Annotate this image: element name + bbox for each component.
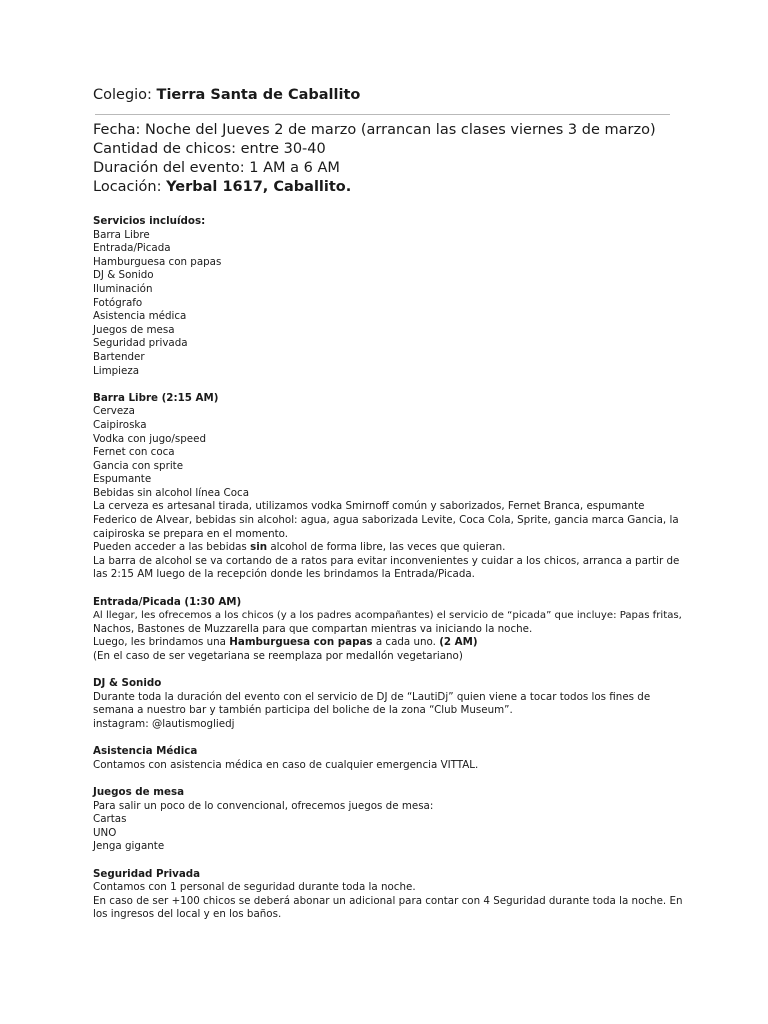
list-item: Hamburguesa con papas xyxy=(93,255,222,268)
section-title: Entrada/Picada (1:30 AM) xyxy=(93,595,242,608)
list-item: Jenga gigante xyxy=(93,840,165,853)
list-item: Cerveza xyxy=(93,405,135,418)
list-item: Caipiroska xyxy=(93,418,147,431)
locacion-value: Yerbal 1617, Caballito. xyxy=(166,179,352,195)
list-item: Juegos de mesa xyxy=(93,323,175,336)
paragraph-line: Contamos con asistencia médica en caso de cualquier emergencia VITTAL. xyxy=(93,758,479,771)
list-item: Gancia con sprite xyxy=(93,459,184,472)
bold-text: (2 AM) xyxy=(439,636,478,649)
paragraph-line: semana a nuestro bar y también participa del boliche de la zona “Club Museum”. xyxy=(93,704,513,717)
servicios-section xyxy=(93,215,683,922)
list-item: Vodka con jugo/speed xyxy=(93,432,207,445)
paragraph-line xyxy=(93,541,683,555)
section-title: Servicios incluídos: xyxy=(93,215,206,227)
paragraph-line xyxy=(93,636,683,650)
section-title: Juegos de mesa xyxy=(93,785,185,798)
paragraph-line: Federico de Alvear, bebidas sin alcohol: agua, agua saborizada Levite, Coca Cola, Sprite, gancia marca Gancia, la xyxy=(93,514,679,527)
list-item: Cartas xyxy=(93,813,127,826)
section-title: Seguridad Privada xyxy=(93,867,201,880)
list-item: UNO xyxy=(93,826,117,839)
text-span: Luego, les brindamos una xyxy=(93,636,230,649)
text-span: Pueden acceder a las bebidas xyxy=(93,541,251,554)
list-item: DJ & Sonido xyxy=(93,269,154,282)
paragraph-line: los ingresos del local y en los baños. xyxy=(93,908,282,921)
paragraph-line: En caso de ser +100 chicos se deberá abonar un adicional para contar con 4 Seguridad durante toda la noche. En xyxy=(93,894,683,907)
paragraph-line: Contamos con 1 personal de seguridad durante toda la noche. xyxy=(93,881,416,894)
text-span: alcohol de forma libre, las veces que quieran. xyxy=(267,541,506,554)
locacion-line xyxy=(93,178,683,197)
list-item: Bartender xyxy=(93,350,145,363)
list-item: Seguridad privada xyxy=(93,337,188,350)
cantidad-line: Cantidad de chicos: entre 30-40 xyxy=(93,141,326,157)
colegio-value: Tierra Santa de Caballito xyxy=(156,87,361,103)
list-item: Entrada/Picada xyxy=(93,242,171,255)
duracion-line: Duración del evento: 1 AM a 6 AM xyxy=(93,160,340,176)
divider xyxy=(95,114,670,115)
list-item: Espumante xyxy=(93,473,152,486)
colegio-label: Colegio: xyxy=(93,87,157,103)
colegio-line xyxy=(93,86,683,105)
text-span: a cada uno. xyxy=(372,636,440,649)
paragraph-line: instagram: @lautismogliedj xyxy=(93,717,235,730)
paragraph-line: Nachos, Bastones de Muzzarella para que compartan mientras va iniciando la noche. xyxy=(93,622,533,635)
paragraph-line: La cerveza es artesanal tirada, utilizamos vodka Smirnoff común y saborizados, Fernet Branca, espumante xyxy=(93,500,645,513)
paragraph-line: Para salir un poco de lo convencional, ofrecemos juegos de mesa: xyxy=(93,799,434,812)
list-item: Bebidas sin alcohol línea Coca xyxy=(93,486,250,499)
paragraph-line: caipiroska se prepara en el momento. xyxy=(93,527,289,540)
bold-text: sin xyxy=(250,541,268,554)
section-title: Asistencia Médica xyxy=(93,745,198,758)
document-page xyxy=(93,86,683,922)
paragraph-line: (En el caso de ser vegetariana se reemplaza por medallón vegetariano) xyxy=(93,650,463,662)
list-item: Iluminación xyxy=(93,282,153,295)
list-item: Fotógrafo xyxy=(93,296,143,309)
paragraph-line: Al llegar, les ofrecemos a los chicos (y a los padres acompañantes) el servicio de “picada” que incluye: Papas fritas, xyxy=(93,610,682,622)
list-item: Asistencia médica xyxy=(93,310,187,323)
locacion-label: Locación: xyxy=(93,179,167,195)
bold-text: Hamburguesa con papas xyxy=(229,636,373,649)
list-item: Fernet con coca xyxy=(93,446,175,459)
list-item: Limpieza xyxy=(93,364,140,377)
section-title: Barra Libre (2:15 AM) xyxy=(93,391,219,404)
list-item: Barra Libre xyxy=(93,228,150,241)
paragraph-line: Durante toda la duración del evento con el servicio de DJ de “LautiDj” quien viene a tocar todos los fines de xyxy=(93,690,651,703)
paragraph-line: La barra de alcohol se va cortando de a ratos para evitar inconvenientes y cuidar a los chicos, arranca a partir de xyxy=(93,554,680,567)
paragraph-line: las 2:15 AM luego de la recepción donde les brindamos la Entrada/Picada. xyxy=(93,568,475,581)
section-title: DJ & Sonido xyxy=(93,677,162,690)
fecha-line: Fecha: Noche del Jueves 2 de marzo (arrancan las clases viernes 3 de marzo) xyxy=(93,122,656,138)
